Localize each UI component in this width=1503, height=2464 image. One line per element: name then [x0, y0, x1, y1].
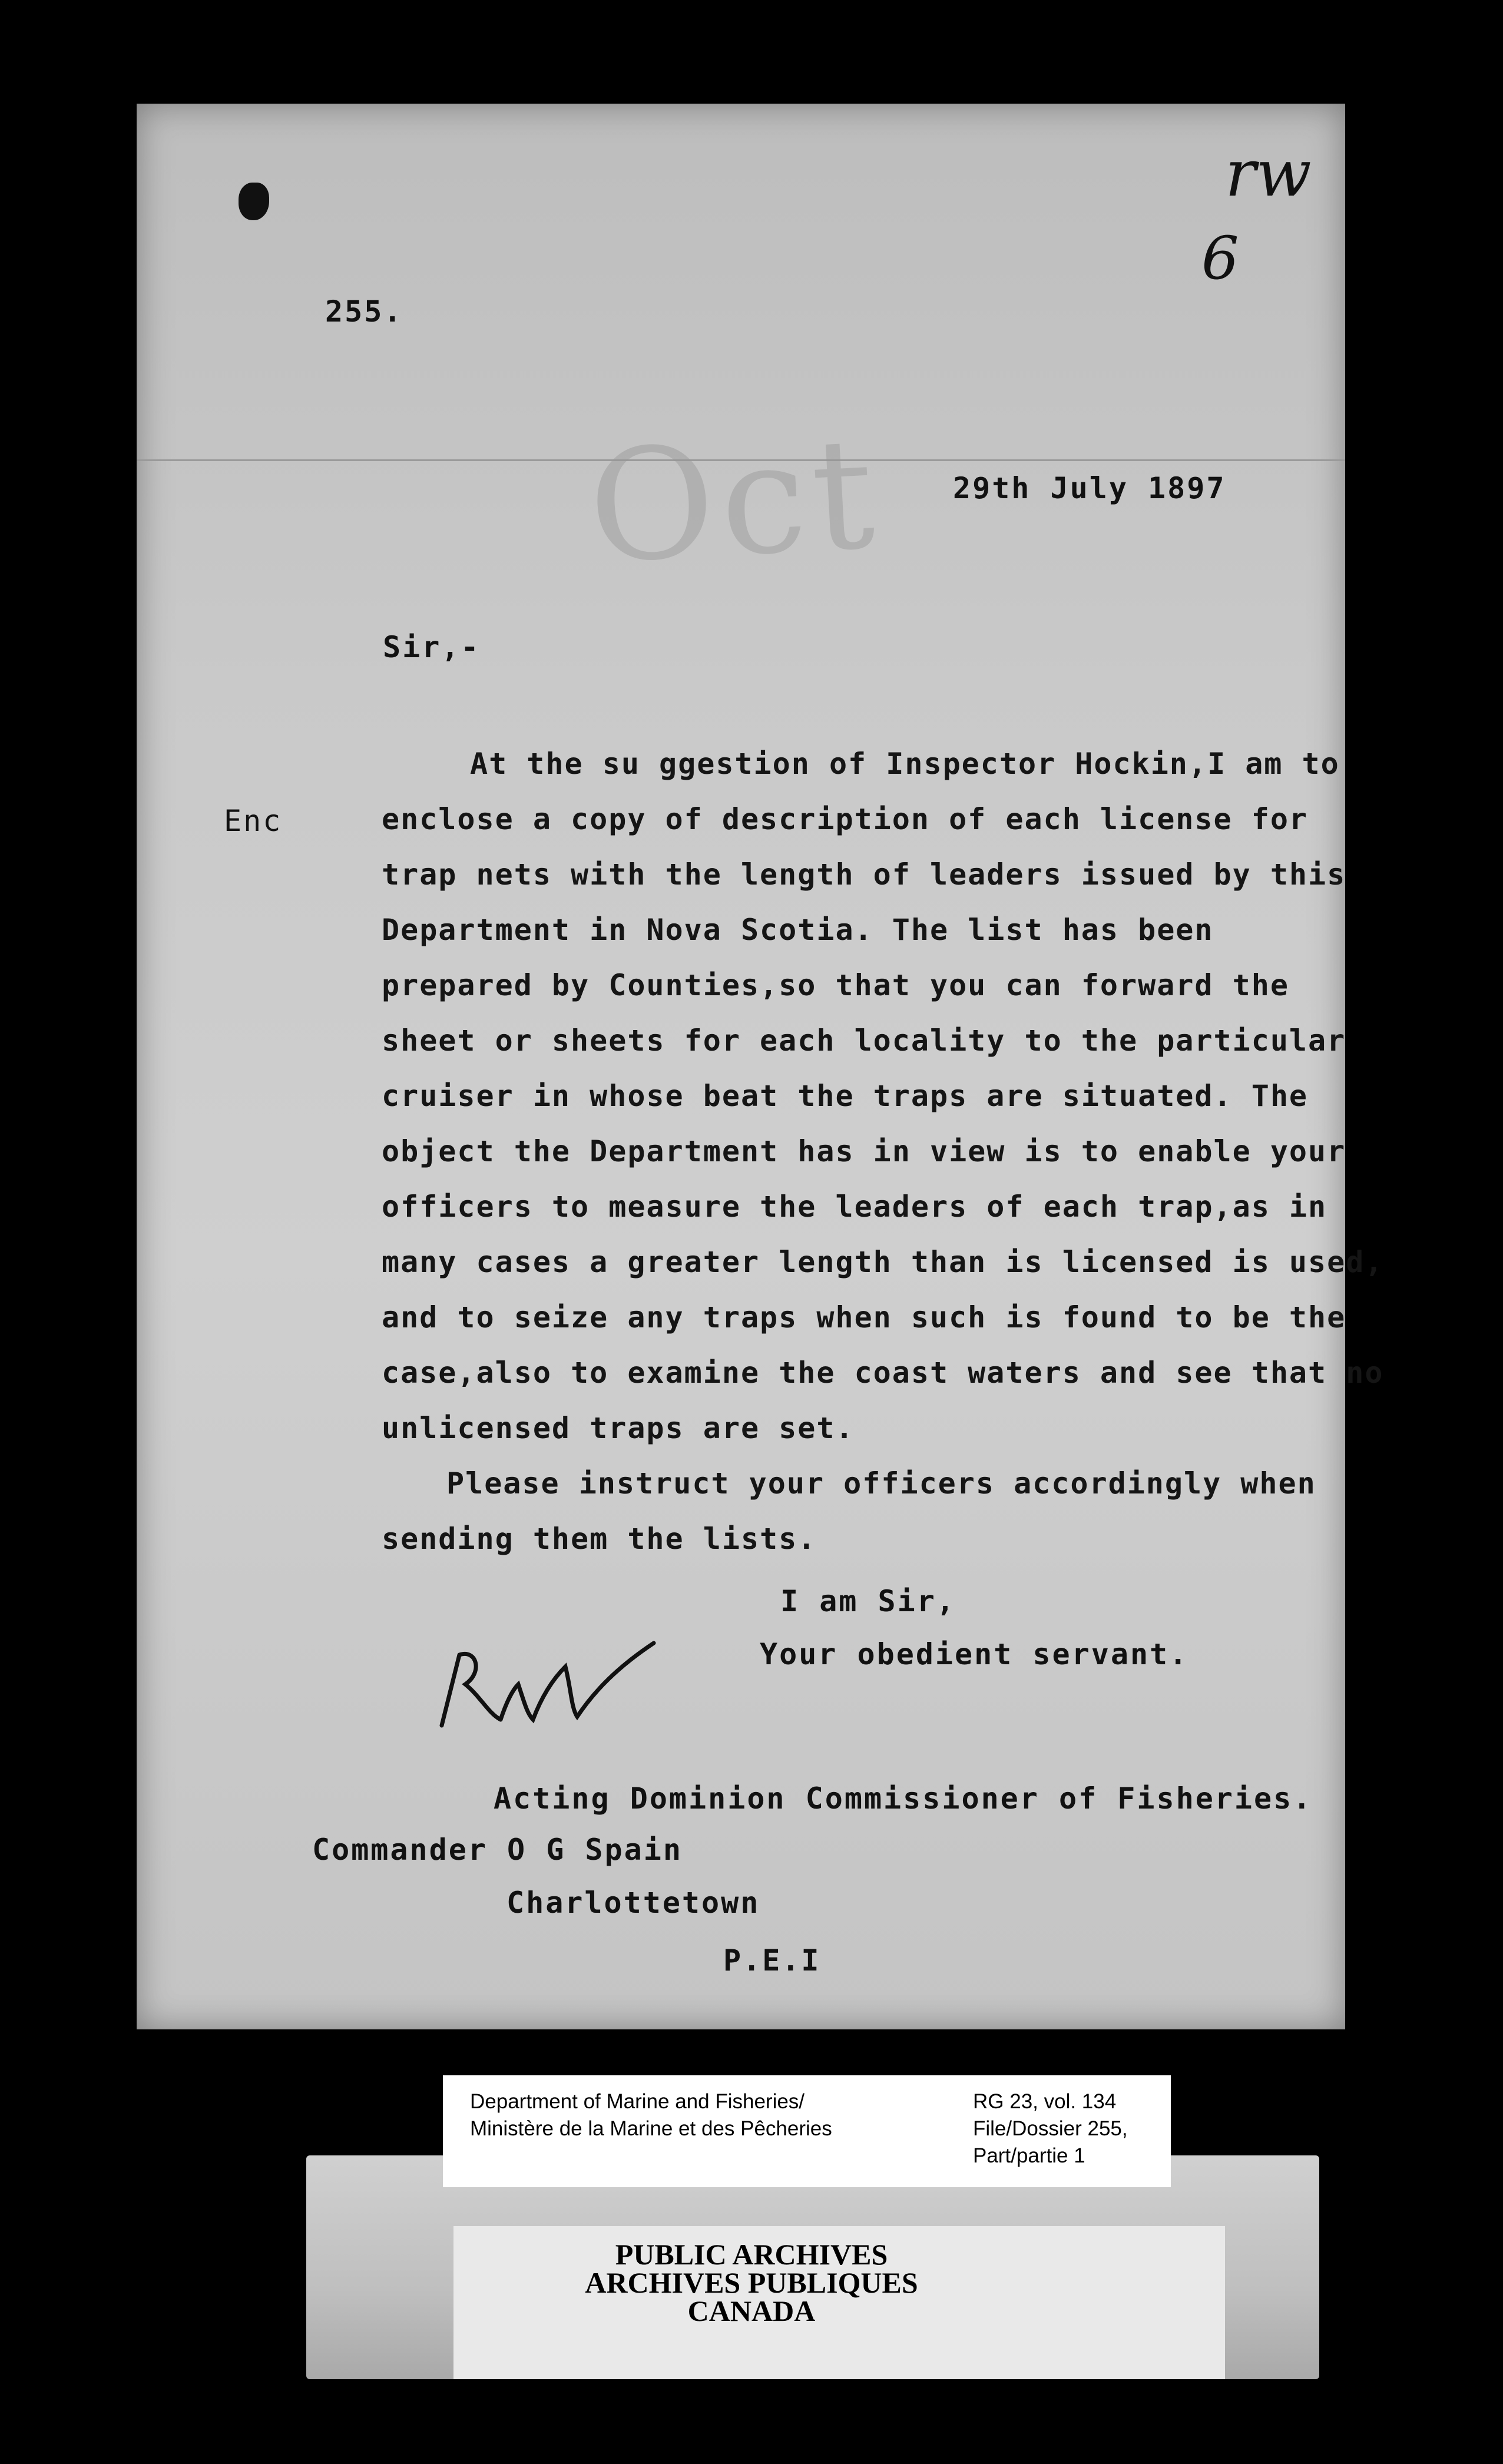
margin-note-enclosure: Enc — [224, 804, 283, 838]
body-line: sending them the lists. — [382, 1522, 817, 1556]
body-line: case,also to examine the coast waters and see that no — [382, 1356, 1384, 1390]
reference-file: File/Dossier 255, — [973, 2117, 1128, 2140]
punch-hole — [239, 183, 269, 220]
letter-body — [382, 736, 1384, 1567]
reference-record-group: RG 23, vol. 134 — [973, 2090, 1117, 2113]
department-block — [470, 2088, 832, 2142]
body-line: unlicensed traps are set. — [382, 1411, 855, 1445]
body-line: trap nets with the length of leaders issued by this — [382, 857, 1346, 892]
salutation: Sir,- — [383, 630, 481, 664]
handwritten-number: 6 — [1201, 224, 1239, 293]
handwritten-note-top: rw — [1225, 135, 1312, 211]
body-line: officers to measure the leaders of each trap,as in — [382, 1190, 1327, 1224]
file-number: 255. — [325, 294, 403, 329]
closing-line: I am Sir, — [780, 1584, 956, 1618]
body-line: cruiser in whose beat the traps are situated. The — [382, 1079, 1309, 1113]
signatory-title: Acting Dominion Commissioner of Fisheries. — [494, 1781, 1313, 1816]
reference-block — [973, 2088, 1128, 2170]
closing-valediction: Your obedient servant. — [760, 1637, 1189, 1671]
body-line: and to seize any traps when such is found to be the — [382, 1300, 1346, 1334]
body-line: enclose a copy of description of each license for — [382, 802, 1309, 836]
faint-stamp-watermark: Oct — [584, 405, 884, 598]
body-line: At the su ggestion of Inspector Hockin,I am to — [470, 747, 1340, 781]
addressee-province: P.E.I — [723, 1943, 821, 1978]
archive-reference-label — [443, 2075, 1171, 2187]
body-line: object the Department has in view is to enable your — [382, 1134, 1346, 1168]
archive-stamp-text — [0, 2240, 1503, 2325]
archive-stamp-line: CANADA — [687, 2294, 816, 2327]
archive-stamp-line: PUBLIC ARCHIVES — [615, 2238, 888, 2271]
department-fr: Ministère de la Marine et des Pêcheries — [470, 2117, 832, 2140]
body-line: sheet or sheets for each locality to the particular — [382, 1024, 1346, 1058]
letter-date: 29th July 1897 — [953, 471, 1226, 505]
body-line: prepared by Counties,so that you can forward the — [382, 968, 1289, 1002]
reference-part: Part/partie 1 — [973, 2144, 1085, 2167]
addressee-city: Charlottetown — [506, 1886, 760, 1920]
department-en: Department of Marine and Fisheries/ — [470, 2090, 805, 2113]
body-line: many cases a greater length than is licensed is used, — [382, 1245, 1384, 1279]
addressee-name: Commander O G Spain — [312, 1833, 683, 1867]
body-line: Please instruct your officers accordingly when — [446, 1466, 1316, 1501]
body-line: Department in Nova Scotia. The list has been — [382, 913, 1214, 947]
archive-stamp-line: ARCHIVES PUBLIQUES — [585, 2266, 918, 2299]
handwritten-signature — [424, 1631, 671, 1749]
